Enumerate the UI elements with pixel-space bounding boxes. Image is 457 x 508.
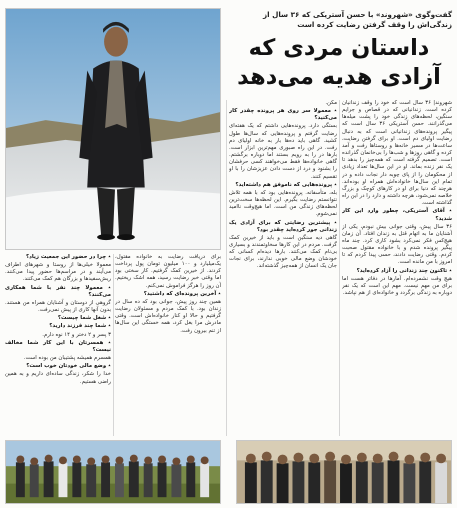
column-divider <box>339 100 340 436</box>
paragraph: همین چند روز پیش، جوانی بود که ده سال در زندان بود. با کمک مردم و مسئولان رضایت گرفتیم و حالا او کنار خانواده‌اش است. وقتی مادرش مرا بغل کرد، همه خستگی این سال‌ها از تنم بیرون رفت. <box>115 298 221 334</box>
interview-question: ٭ وضع مالی خودتان خوب است؟ <box>26 363 111 370</box>
portrait-photo <box>5 8 221 250</box>
text-column-middle <box>229 100 337 436</box>
paragraph: معمولا خیلی‌ها از روستا و شهرهای اطراف می‌آیند و در مراسم‌ها حضور پیدا می‌کنند. ریش‌سفیدها و بزرگان هم کمک می‌کنند. <box>5 262 111 283</box>
article-headline: داستان مردی که آزادی هدیه می‌دهد <box>237 35 441 90</box>
paragraph: ۳ پسر و ۲ دختر و ۱۴ نوه دارم. <box>42 331 111 338</box>
text-column-lower-left <box>5 254 111 436</box>
interview-question: ٭ پیشترین رضایتی که برای آزادی یک زندانی جور کرده‌اید چقدر بود؟ <box>229 219 337 233</box>
paragraph: هیچ وقت نشمرده‌ام. آمارها در دفاتر هست اما برای من مهم نیست. مهم این است که یک نفر دوباره به زندگی برگردد و خانواده‌ای از هم نپاشد. <box>342 275 452 297</box>
column-divider <box>113 254 114 436</box>
paragraph: شهروند| ۳۶ سال است که خود را وقف زندانیان کرده است. زندانیانی که در قصاص و جرایم سنگین، لحظه‌های زندگی خود را پشت میله‌ها می‌گذرانند. حسن آستریکی ۳۶ سال است که پیگیر پرونده‌های زندانیانی است که به دنبال رضایت اولیای دم است. او برای گرفتن رضایت، ساعت‌ها در مسیر خانه‌ها و روستاها رفت و آمد کرده و گاهی روزها و شب‌ها را بی‌خانمان گذرانده است. تصمیم گرفته ‌است که همه‌چیز را بدهد تا یک نفر زنده بماند. او در این سال‌ها تعداد زیادی از محکومان را از پای چوبه دار نجات داده و در تمام این سال‌ها خانواده‌اش همراه او بوده‌اند. هرچند که دنیا برای او در کارهای کوچک و بزرگ خلاصه نمی‌شود، هرچه داشته و دارد را در این راه گذاشته است. <box>342 100 452 207</box>
interview-question: ٭ معمولا چند نفر با شما همکاری می‌کنند؟ <box>5 284 111 298</box>
interview-question: ٭ آخرین پرونده‌ای که داشتید؟ <box>143 290 221 297</box>
text-column-lower-right <box>115 254 221 436</box>
group-photo-indoor <box>236 440 452 504</box>
interview-question: ٭ تاکنون چند زندانی را آزاد کرده‌اید؟ <box>356 267 452 274</box>
interview-question: ٭ آقای آستریکی، چطور وارد این کار شدید؟ <box>342 208 452 222</box>
paragraph: بستگی دارد. پرونده‌هایی داشتم که یک هفته‌ای رضایت گرفتم و پرونده‌هایی که سال‌ها طول کشید. گاهی باید ده‌ها بار به خانه اولیای دم رفت. در این راه صبوری مهم‌ترین ابزار است. بارها در را به رویم بستند اما دوباره برگشتم. گاهی خانواده‌ها فقط می‌خواهند کسی حرفشان را بشنود و درد از دست دادن عزیزشان را با او تقسیم کنند. <box>229 123 337 180</box>
interview-question: ٭ چرا در حضور این جمعیت زیاد؟ <box>25 254 111 260</box>
paragraph: بله، متأسفانه. پرونده‌هایی بود که با همه تلاش نتوانستم رضایت بگیرم. این لحظه‌ها سخت‌ترین لحظه‌های زندگی من است. اما هیچ‌وقت ناامید نمی‌شوم. <box>229 189 337 218</box>
interview-question: ٭ شغل شما چیست؟ <box>57 315 111 322</box>
paragraph: ۳۶ سال پیش، وقتی جوانی بیش نبودم، یکی از آشنایان ما به اتهام قتل به زندان افتاد. آن زمان هیچ‌کس فکر نمی‌کرد بشود کاری کرد. چند ماه پیگیر پرونده شدم و با خانواده مقتول صحبت کردم. وقتی رضایت دادند، حسی پیدا کردم که تا امروز با من مانده است. <box>342 223 452 266</box>
paragraph: همسرم همیشه پشتیبان من بوده است. <box>23 355 111 362</box>
interview-question: ٭ همسرتان با این کار شما مخالف نیست؟ <box>5 339 111 353</box>
paragraph: برای دریافت رضایت به خانواده مقتول، یک‌میلیارد و ۱۰۰ میلیون تومان پول پرداخت کردند. از خیرین کمک گرفتیم. کار سختی بود اما وقتی خبر رضایت رسید، همه اشک ریختیم. آن روز را هرگز فراموش نمی‌کنم. <box>115 254 221 289</box>
paragraph: خدا را شکر، زندگی ساده‌ای داریم و به همین راضی هستیم. <box>5 371 111 385</box>
column-divider <box>226 100 227 436</box>
interview-question: ٭ معمولا سر روی هر پرونده چقدر کار می‌کنید؟ <box>229 108 337 122</box>
article-deck: گفت‌وگوی «شهروند» با حسن آستریکی که ۳۶ سال از زندگی‌اش را وقف گرفتن رضایت کرده است <box>263 10 452 29</box>
paragraph: گروهی از دوستان و آشنایان همراه من هستند. بدون آنها کاری از پیش نمی‌رفت. <box>5 299 111 314</box>
interview-question: ٭ پرونده‌هایی که ناموفق هم داشته‌اید؟ <box>235 181 337 188</box>
group-photo-outdoor <box>5 440 221 504</box>
paragraph: مکن. <box>325 100 337 106</box>
interview-question: ٭ شما چند فرزند دارید؟ <box>49 323 111 330</box>
paragraph: گاهی دیه سنگین است و باید از خیرین کمک گرفت. مردم در این کارها سخاوتمندند و بسیاری بی‌نام کمک می‌کنند. بارها دیده‌ام کسانی که خودشان وضع مالی خوبی ندارند، برای نجات جان یک انسان از همه‌چیز گذشته‌اند. <box>229 234 337 270</box>
text-column-right <box>342 100 452 436</box>
